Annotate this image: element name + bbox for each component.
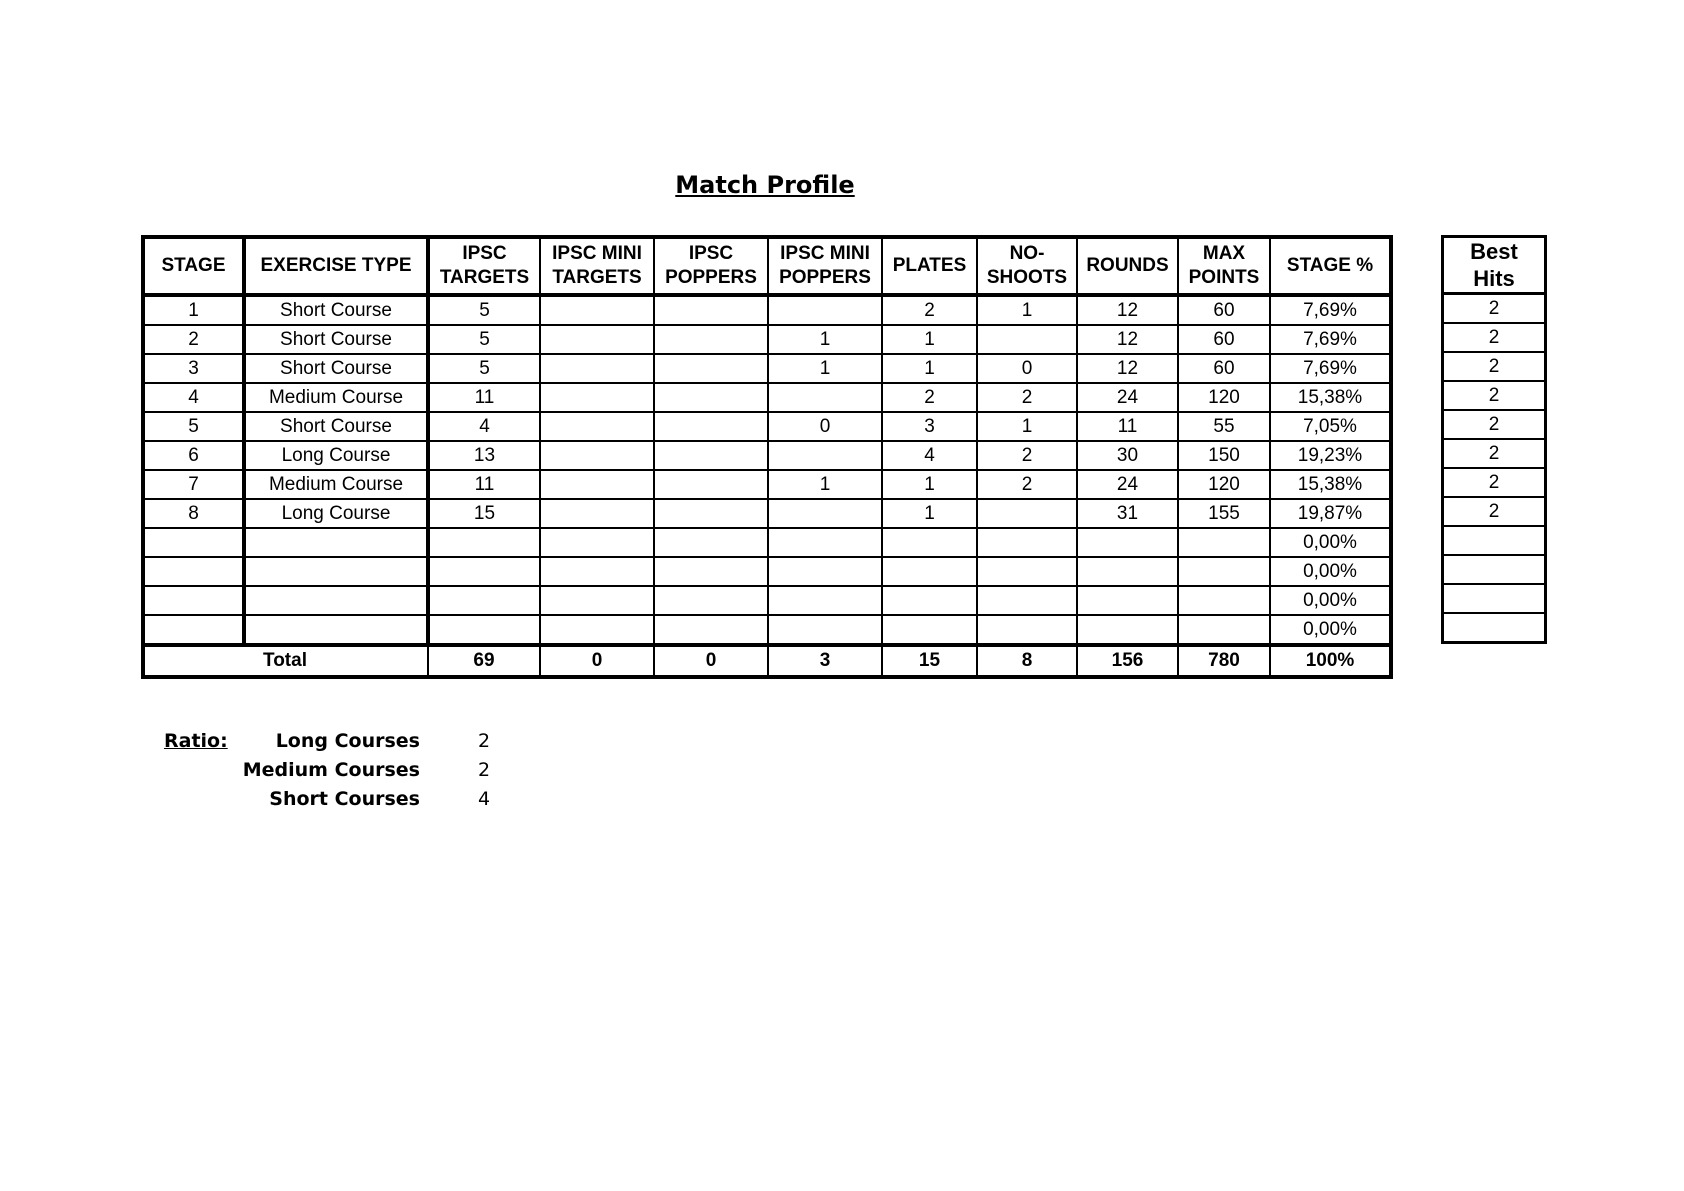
table-row <box>1443 323 1546 352</box>
cell-no-shoots <box>977 557 1077 586</box>
cell-rounds <box>1077 557 1178 586</box>
table-row <box>143 470 1391 499</box>
cell-ipsc-mini-targets <box>540 557 654 586</box>
cell-ipsc-mini-poppers: 0 <box>768 412 882 441</box>
cell-ipsc-poppers <box>654 528 768 557</box>
cell-stage-pct: 7,69% <box>1270 295 1391 325</box>
cell-rounds: 11 <box>1077 412 1178 441</box>
header-ipsc-mini-poppers <box>768 237 882 295</box>
header-best-hits <box>1443 237 1546 294</box>
cell-rounds: 24 <box>1077 470 1178 499</box>
cell-ipsc-mini-poppers <box>768 499 882 528</box>
total-ipsc-poppers: 0 <box>654 645 768 677</box>
cell-ipsc-mini-targets <box>540 499 654 528</box>
cell-ipsc-poppers <box>654 295 768 325</box>
cell-exercise-type: Short Course <box>244 295 428 325</box>
cell-no-shoots: 0 <box>977 354 1077 383</box>
cell-ipsc-poppers <box>654 354 768 383</box>
table-row <box>1443 555 1546 584</box>
cell-ipsc-poppers <box>654 499 768 528</box>
header-ipsc-poppers-line2: POPPERS <box>665 267 757 288</box>
cell-ipsc-mini-targets <box>540 615 654 645</box>
total-rounds: 156 <box>1077 645 1178 677</box>
cell-plates: 4 <box>882 441 977 470</box>
cell-stage: 4 <box>143 383 244 412</box>
cell-ipsc-targets: 5 <box>428 325 540 354</box>
table-row <box>143 615 1391 645</box>
cell-plates: 2 <box>882 295 977 325</box>
cell-exercise-type: Short Course <box>244 325 428 354</box>
cell-plates: 3 <box>882 412 977 441</box>
cell-stage-pct: 7,69% <box>1270 325 1391 354</box>
header-ipsc-poppers <box>654 237 768 295</box>
ratio-label: Ratio: <box>164 730 228 752</box>
cell-stage <box>143 615 244 645</box>
cell-max-points: 155 <box>1178 499 1270 528</box>
cell-ipsc-targets: 11 <box>428 470 540 499</box>
total-ipsc-mini-targets: 0 <box>540 645 654 677</box>
header-ipsc-mini-poppers-line2: POPPERS <box>779 267 871 288</box>
cell-stage-pct: 7,05% <box>1270 412 1391 441</box>
header-row <box>143 237 1391 295</box>
cell-ipsc-mini-targets <box>540 441 654 470</box>
cell-best-hits: 2 <box>1443 294 1546 324</box>
cell-best-hits: 2 <box>1443 352 1546 381</box>
cell-stage-pct: 7,69% <box>1270 354 1391 383</box>
header-stage-pct: STAGE % <box>1270 237 1391 295</box>
cell-plates: 1 <box>882 470 977 499</box>
cell-best-hits: 2 <box>1443 497 1546 526</box>
cell-ipsc-mini-poppers <box>768 295 882 325</box>
cell-plates <box>882 557 977 586</box>
table-row <box>143 383 1391 412</box>
header-no-shoots <box>977 237 1077 295</box>
cell-stage-pct: 0,00% <box>1270 615 1391 645</box>
cell-max-points <box>1178 528 1270 557</box>
table-row <box>1443 439 1546 468</box>
total-no-shoots: 8 <box>977 645 1077 677</box>
header-no-shoots-line1: NO- <box>1009 243 1045 264</box>
header-ipsc-mini-poppers-line1: IPSC MINI <box>780 243 870 264</box>
cell-exercise-type <box>244 528 428 557</box>
cell-ipsc-poppers <box>654 470 768 499</box>
cell-max-points <box>1178 557 1270 586</box>
table-row <box>143 325 1391 354</box>
cell-ipsc-mini-poppers <box>768 441 882 470</box>
table-row <box>1443 526 1546 555</box>
cell-stage-pct: 15,38% <box>1270 470 1391 499</box>
cell-ipsc-mini-poppers: 1 <box>768 354 882 383</box>
header-ipsc-targets-line2: TARGETS <box>439 267 530 288</box>
cell-ipsc-mini-targets <box>540 354 654 383</box>
cell-no-shoots: 2 <box>977 441 1077 470</box>
ratio-value: 4 <box>478 788 491 810</box>
cell-best-hits <box>1443 555 1546 584</box>
cell-ipsc-mini-poppers <box>768 557 882 586</box>
cell-plates: 1 <box>882 325 977 354</box>
cell-ipsc-mini-poppers <box>768 383 882 412</box>
cell-max-points: 150 <box>1178 441 1270 470</box>
cell-no-shoots: 1 <box>977 412 1077 441</box>
cell-best-hits <box>1443 526 1546 555</box>
table-row <box>143 441 1391 470</box>
match-profile-table <box>141 235 1393 679</box>
cell-best-hits <box>1443 613 1546 643</box>
header-exercise-type: EXERCISE TYPE <box>244 237 428 295</box>
cell-ipsc-mini-poppers <box>768 528 882 557</box>
cell-best-hits <box>1443 584 1546 613</box>
cell-stage: 3 <box>143 354 244 383</box>
cell-plates <box>882 528 977 557</box>
cell-ipsc-poppers <box>654 586 768 615</box>
total-max-points: 780 <box>1178 645 1270 677</box>
cell-exercise-type: Long Course <box>244 499 428 528</box>
cell-stage-pct: 0,00% <box>1270 557 1391 586</box>
ratio-row-medium <box>164 759 504 788</box>
header-ipsc-targets <box>428 237 540 295</box>
cell-ipsc-mini-targets <box>540 470 654 499</box>
ratio-value: 2 <box>478 759 491 781</box>
cell-exercise-type <box>244 586 428 615</box>
header-max-points <box>1178 237 1270 295</box>
cell-ipsc-mini-targets <box>540 383 654 412</box>
cell-max-points: 55 <box>1178 412 1270 441</box>
header-best-hits-line2: Hits <box>1473 266 1515 291</box>
best-hits-table <box>1441 235 1547 644</box>
cell-ipsc-targets: 5 <box>428 354 540 383</box>
table-row <box>143 586 1391 615</box>
cell-stage <box>143 528 244 557</box>
table-row <box>1443 352 1546 381</box>
ratio-row-short <box>164 788 504 817</box>
ratio-name: Short Courses <box>269 788 420 810</box>
cell-no-shoots <box>977 499 1077 528</box>
table-row <box>1443 468 1546 497</box>
cell-ipsc-mini-poppers: 1 <box>768 470 882 499</box>
cell-ipsc-poppers <box>654 325 768 354</box>
cell-exercise-type: Short Course <box>244 354 428 383</box>
cell-stage <box>143 586 244 615</box>
total-ipsc-mini-poppers: 3 <box>768 645 882 677</box>
cell-ipsc-targets <box>428 615 540 645</box>
header-plates: PLATES <box>882 237 977 295</box>
header-no-shoots-line2: SHOOTS <box>986 267 1068 288</box>
cell-exercise-type: Medium Course <box>244 470 428 499</box>
cell-rounds: 12 <box>1077 325 1178 354</box>
header-ipsc-targets-line1: IPSC <box>462 243 507 264</box>
cell-ipsc-targets <box>428 586 540 615</box>
cell-rounds: 31 <box>1077 499 1178 528</box>
cell-stage-pct: 15,38% <box>1270 383 1391 412</box>
cell-best-hits: 2 <box>1443 439 1546 468</box>
cell-ipsc-poppers <box>654 615 768 645</box>
cell-rounds: 24 <box>1077 383 1178 412</box>
cell-max-points: 60 <box>1178 295 1270 325</box>
table-row <box>143 499 1391 528</box>
table-row <box>1443 294 1546 324</box>
header-ipsc-mini-targets-line1: IPSC MINI <box>552 243 642 264</box>
cell-plates: 1 <box>882 499 977 528</box>
header-ipsc-poppers-line1: IPSC <box>688 243 734 264</box>
cell-stage-pct: 0,00% <box>1270 586 1391 615</box>
page-title: Match Profile <box>675 171 855 199</box>
cell-no-shoots: 1 <box>977 295 1077 325</box>
cell-max-points: 60 <box>1178 354 1270 383</box>
cell-stage-pct: 19,87% <box>1270 499 1391 528</box>
cell-ipsc-mini-targets <box>540 586 654 615</box>
cell-ipsc-mini-targets <box>540 528 654 557</box>
cell-best-hits: 2 <box>1443 468 1546 497</box>
cell-stage: 5 <box>143 412 244 441</box>
cell-stage: 2 <box>143 325 244 354</box>
cell-no-shoots: 2 <box>977 383 1077 412</box>
header-ipsc-mini-targets-line2: TARGETS <box>552 267 642 288</box>
cell-ipsc-mini-poppers <box>768 615 882 645</box>
cell-ipsc-targets <box>428 557 540 586</box>
table-row <box>1443 381 1546 410</box>
cell-max-points <box>1178 586 1270 615</box>
cell-exercise-type <box>244 557 428 586</box>
cell-ipsc-poppers <box>654 441 768 470</box>
cell-ipsc-mini-targets <box>540 412 654 441</box>
cell-stage-pct: 0,00% <box>1270 528 1391 557</box>
table-row <box>1443 584 1546 613</box>
ratio-name: Long Courses <box>275 730 420 752</box>
cell-max-points <box>1178 615 1270 645</box>
header-ipsc-mini-targets <box>540 237 654 295</box>
cell-plates: 1 <box>882 354 977 383</box>
table-row <box>143 557 1391 586</box>
header-max-points-line2: POINTS <box>1188 267 1260 288</box>
cell-ipsc-targets <box>428 528 540 557</box>
cell-no-shoots <box>977 325 1077 354</box>
cell-stage <box>143 557 244 586</box>
cell-rounds <box>1077 615 1178 645</box>
cell-max-points: 120 <box>1178 383 1270 412</box>
ratio-name: Medium Courses <box>242 759 420 781</box>
table-row <box>143 528 1391 557</box>
cell-ipsc-poppers <box>654 557 768 586</box>
cell-max-points: 120 <box>1178 470 1270 499</box>
cell-exercise-type: Long Course <box>244 441 428 470</box>
best-hits-header-row <box>1443 237 1546 294</box>
cell-ipsc-mini-targets <box>540 325 654 354</box>
cell-plates <box>882 586 977 615</box>
cell-plates: 2 <box>882 383 977 412</box>
cell-rounds <box>1077 586 1178 615</box>
table-row <box>1443 613 1546 643</box>
cell-ipsc-mini-poppers <box>768 586 882 615</box>
header-stage: STAGE <box>143 237 244 295</box>
table-row <box>143 354 1391 383</box>
cell-best-hits: 2 <box>1443 381 1546 410</box>
ratio-row-long <box>164 730 504 759</box>
table-row <box>1443 410 1546 439</box>
cell-stage: 7 <box>143 470 244 499</box>
cell-no-shoots <box>977 586 1077 615</box>
cell-no-shoots: 2 <box>977 470 1077 499</box>
header-max-points-line1: MAX <box>1202 243 1246 264</box>
total-plates: 15 <box>882 645 977 677</box>
cell-exercise-type <box>244 615 428 645</box>
cell-ipsc-poppers <box>654 383 768 412</box>
table-row <box>143 412 1391 441</box>
cell-ipsc-targets: 5 <box>428 295 540 325</box>
header-best-hits-line1: Best <box>1470 239 1518 264</box>
cell-stage-pct: 19,23% <box>1270 441 1391 470</box>
cell-ipsc-targets: 15 <box>428 499 540 528</box>
cell-no-shoots <box>977 528 1077 557</box>
cell-ipsc-mini-targets <box>540 295 654 325</box>
cell-max-points: 60 <box>1178 325 1270 354</box>
cell-exercise-type: Medium Course <box>244 383 428 412</box>
total-ipsc-targets: 69 <box>428 645 540 677</box>
cell-ipsc-targets: 13 <box>428 441 540 470</box>
cell-rounds: 30 <box>1077 441 1178 470</box>
total-stage-pct: 100% <box>1270 645 1391 677</box>
cell-no-shoots <box>977 615 1077 645</box>
total-label: Total <box>143 645 428 677</box>
cell-ipsc-targets: 4 <box>428 412 540 441</box>
header-rounds: ROUNDS <box>1077 237 1178 295</box>
cell-best-hits: 2 <box>1443 410 1546 439</box>
total-row <box>143 645 1391 677</box>
cell-stage: 8 <box>143 499 244 528</box>
cell-ipsc-poppers <box>654 412 768 441</box>
cell-exercise-type: Short Course <box>244 412 428 441</box>
cell-plates <box>882 615 977 645</box>
cell-ipsc-targets: 11 <box>428 383 540 412</box>
cell-rounds: 12 <box>1077 354 1178 383</box>
cell-stage: 6 <box>143 441 244 470</box>
cell-stage: 1 <box>143 295 244 325</box>
cell-ipsc-mini-poppers: 1 <box>768 325 882 354</box>
table-row <box>1443 497 1546 526</box>
ratio-value: 2 <box>478 730 491 752</box>
cell-best-hits: 2 <box>1443 323 1546 352</box>
table-row <box>143 295 1391 325</box>
cell-rounds: 12 <box>1077 295 1178 325</box>
cell-rounds <box>1077 528 1178 557</box>
